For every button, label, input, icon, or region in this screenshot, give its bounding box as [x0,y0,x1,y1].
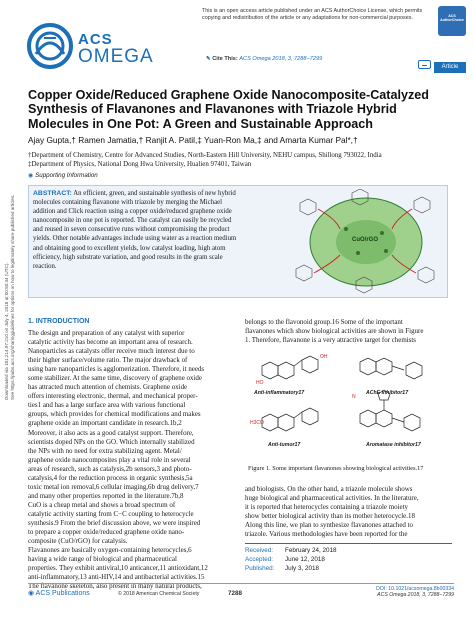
svg-text:N: N [352,394,356,400]
publication-dates: Received: February 24, 2018 Accepted: June 12, 2018 Published: July 3, 2018 [245,547,337,572]
intro-right-column-bottom: and biologists. On the other hand, a triazole molecule shows huge biological and pharmaceutical activities. In the literature, it is reported that heterocycles containing a triazole moiety show better biological activity than its mother heterocycle.18 Along this line, we plan to synthesize flavanones attached to triazole. Various methodologies have been reported for the [245,485,419,539]
figure-1 [248,348,453,460]
footer-divider [28,583,454,584]
page-number: 7288 [228,590,243,597]
svg-text:H3CO: H3CO [250,420,264,426]
figure-1-caption: Figure 1. Some important flavanones showing biological activities.17 [248,465,424,472]
affiliations: †Department of Chemistry, Centre for Advanced Studies, North-Eastern Hill University, NEHU campus, Shillong 793022, India ‡Department of Physics, National Dong Hwa University, Hualien 97401, Taiwan [28,152,382,168]
journal-logo-bottom: OMEGA [78,46,154,67]
abstract-graphic [286,189,444,295]
download-notice-side: Downloaded via 181.214.97.210 on July 4, 2018 at 00:50:44 (UTC). See https://pubs.acs.org/sharingguidelines for options on how to legitimately share published articles. [4,194,15,400]
supporting-information-link[interactable]: ◉ Supporting Information [28,172,98,179]
doi-footer[interactable]: DOI: 10.1021/acsomega.8b00334 ACS Omega 2018, 3, 7288−7299 [376,586,454,598]
catalyst-label: CuO/rGO [352,237,379,243]
section-heading-introduction: 1. INTRODUCTION [28,318,90,325]
figure-1-label-anti-inflammatory: Anti-inflammatory17 [254,390,305,396]
pubs-link-icon[interactable] [418,60,431,69]
article-title: Copper Oxide/Reduced Graphene Oxide Nanocomposite-Catalyzed Synthesis of Flavanones and Flavanones with Triazole Hybrid Molecules in One Pot: A Green and Sustainable Approach [28,88,429,131]
cite-this[interactable]: ✎ Cite This: ACS Omega 2018, 3, 7288−7299 [206,56,323,62]
article-type-badge: Article [434,62,466,73]
journal-logo-top: ACS [78,31,113,48]
copyright-notice: © 2018 American Chemical Society [118,591,200,597]
acs-publications-icon: ◉ [28,590,35,597]
acs-omega-emblem-icon [26,22,74,70]
acs-authorchoice-logo[interactable]: ACS AuthorChoice [438,6,466,36]
intro-right-column-top: belongs to the flavonoid group.16 Some of the important flavanones which show biological activities are shown in Figure 1. Therefore, flavanone is a very attractive target for chemists [245,318,424,345]
svg-text:HO: HO [256,380,264,386]
abstract-text: ABSTRACT: An efficient, green, and sustainable synthesis of new hybrid molecules containing flavanone with triazole by merging the Michael addition and Click reaction using a copper oxide/reduced graphene oxide nanocomposite in one pot is reported. The catalyst can easily be recycled and reused in seven consecutive runs without compromising the product yields. Other notable advantages include using water as a reaction medium and obtaining good to excellent yields, low catalyst loading, high atom efficiency, high substrate variation, and good results in the gram scale reaction. [33,190,237,270]
open-access-notice: This is an open access article published under an ACS AuthorChoice License, which permits copying and redistribution of the article or any adaptations for non-commercial purposes. [202,8,423,21]
acs-publications-logo[interactable]: ◉ ACS Publications [28,590,90,597]
dates-divider [245,543,452,544]
supporting-info-icon: ◉ [28,172,34,179]
figure-1-label-ache-inhibitor: AChE inhibitor17 [366,390,409,396]
figure-1-label-aromatase-inhibitor: Aromatase inhibitor17 [366,442,421,448]
figure-1-label-anti-tumor: Anti-tumor17 [268,442,301,448]
svg-text:OH: OH [320,354,328,360]
intro-left-column: The design and preparation of any catalyst with superior catalytic activity has become an important area of research. Nanoparticles as catalysts offer receive much interest due to their higher surface/volume ratio. The major drawback of using bare nanoparticles is agglomerization. Therefore, it needs some stabilizer. At the same time, discovery of graphene oxide has attracted much attention of chemists. Graphene oxide offers interesting electronic, thermal, and mechanical proper- ties1 and has a large surface area with various functional groups, which provides for chemical modifications and makes graphene oxide an important candidate in research.1b,2 Moreover, it also acts as a good catalyst support. Therefore, scientists doped NPs on the GO. Which internally stabilized the NPs with no need for extra stabilizing agent. Metal/ graphene oxide nanocomposites play a vital role in several areas of research, such as catalysis,2b sensors,3 and photo- catalysis,4 for the reduction process in organic synthesis,5a toxic metal ion removal,6 cellular imaging,6b drug delivery,7 and many other properties reported in the literature.7b,8 CuO is a cheap metal and shows a broad spectrum of catalytic activity starting from C−C coupling to heterocycle synthesis.9 From the brief discussion above, we were inspired to prepare a copper oxide/reduced graphene oxide nano- composite (CuO/rGO) for catalysis. Flavanones are basically oxygen-containing heterocycles,6 having a wide range of biological and pharmaceutical properties. They exhibit antiviral,10 anticancer,11 antioxidant,12 anti-inflammatory,13 anti-HIV,14 and antibacterial activities.15 The flavanone skeleton, also present in many natural products, [28,329,208,591]
author-list: Ajay Gupta,† Ramen Jamatia,† Ranjit A. Patil,‡ Yuan-Ron Ma,‡ and Amarta Kumar Pal*,† [28,135,358,145]
